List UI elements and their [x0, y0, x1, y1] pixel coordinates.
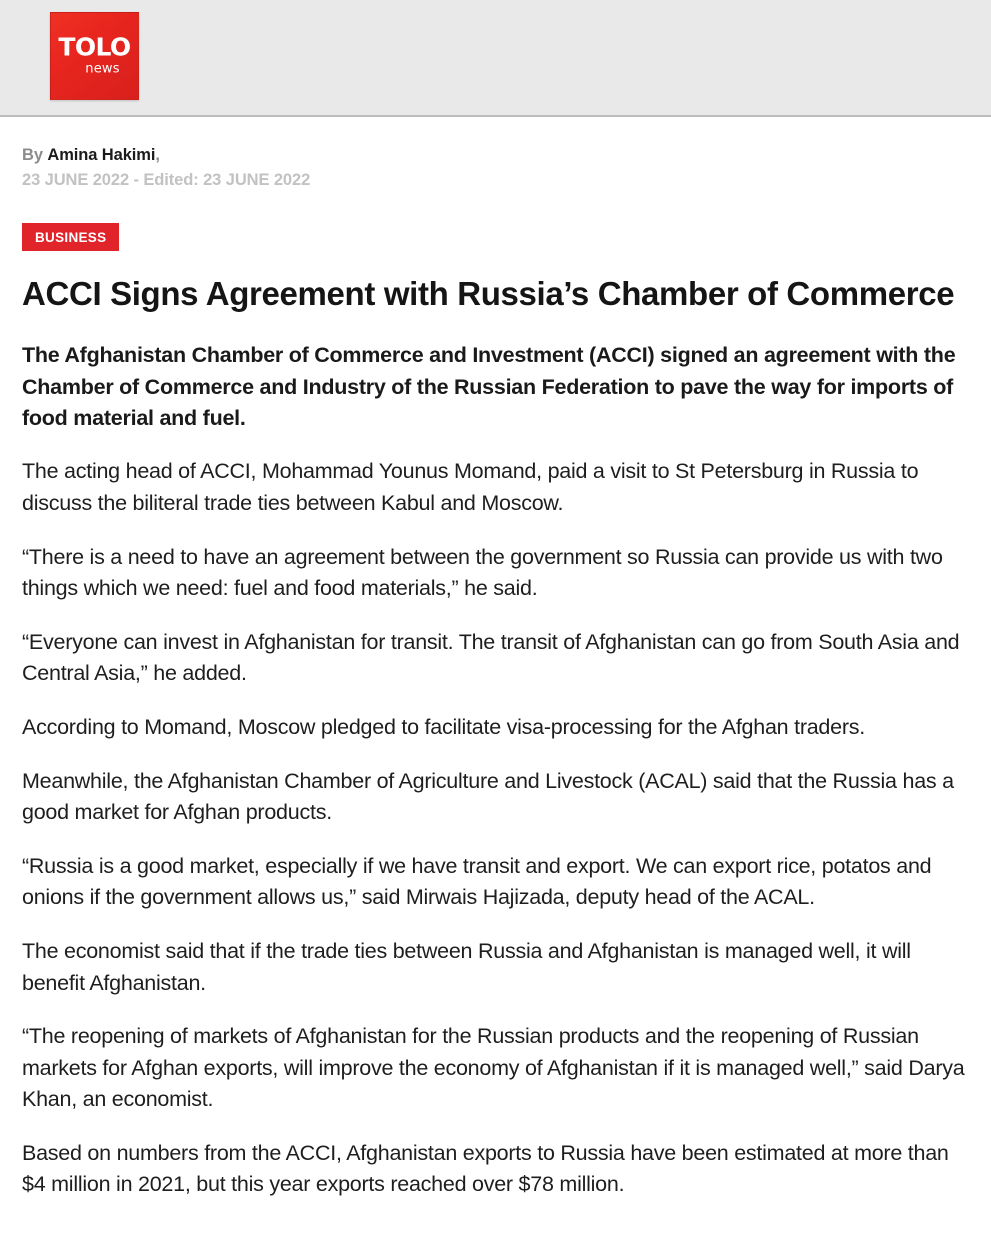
- article-paragraph: According to Momand, Moscow pledged to facilitate visa-processing for the Afghan traders.: [22, 714, 865, 739]
- article-paragraph: “Everyone can invest in Afghanistan for transit. The transit of Afghanistan can go from South Asia and Central Asia,” he added.: [22, 629, 960, 686]
- article-headline: ACCI Signs Agreement with Russia’s Chamber of Commerce: [22, 275, 955, 313]
- article-paragraph: Meanwhile, the Afghanistan Chamber of Agriculture and Livestock (ACAL) said that the Russia has a good market for Afghan products.: [22, 768, 954, 825]
- site-masthead: [0, 0, 991, 117]
- byline: [22, 143, 969, 193]
- logo-secondary-text: news: [85, 61, 120, 77]
- article-container: [0, 143, 991, 1201]
- article-lead-paragraph: The Afghanistan Chamber of Commerce and Investment (ACCI) signed an agreement with the Chamber of Commerce and Industry of the Russian Federation to pave the way for imports of food material and fuel.: [22, 343, 956, 430]
- byline-author[interactable]: Amina Hakimi: [47, 146, 156, 164]
- article-paragraph: The economist said that if the trade ties between Russia and Afghanistan is managed well, it will benefit Afghanistan.: [22, 938, 911, 995]
- tolonews-logo[interactable]: [50, 12, 139, 100]
- byline-comma: ,: [155, 146, 160, 164]
- article-body: [22, 456, 969, 1201]
- article-paragraph: “Russia is a good market, especially if we have transit and export. We can export rice, potatos and onions if the government allows us,” said Mirwais Hajizada, deputy head of the ACAL.: [22, 853, 932, 910]
- logo-text-group: [51, 32, 138, 77]
- article-paragraph: “There is a need to have an agreement between the government so Russia can provide us with two things which we need: fuel and food materials,” he said.: [22, 544, 943, 601]
- article-paragraph: The acting head of ACCI, Mohammad Younus Momand, paid a visit to St Petersburg in Russia to discuss the biliteral trade ties between Kabul and Moscow.: [22, 459, 919, 515]
- article-paragraph: “The reopening of markets of Afghanistan for the Russian products and the reopening of Russian markets for Afghan exports, will improve the economy of Afghanistan if it is managed well,” said Darya Khan, an economist.: [22, 1024, 965, 1112]
- category-badge-business[interactable]: BUSINESS: [22, 223, 119, 252]
- logo-primary-text: TOLO: [58, 32, 131, 62]
- byline-prefix: By: [22, 146, 43, 164]
- byline-dates: 23 JUNE 2022 - Edited: 23 JUNE 2022: [22, 171, 311, 190]
- article-paragraph: Based on numbers from the ACCI, Afghanistan exports to Russia have been estimated at more than $4 million in 2021, but this year exports reached over $78 million.: [22, 1140, 949, 1197]
